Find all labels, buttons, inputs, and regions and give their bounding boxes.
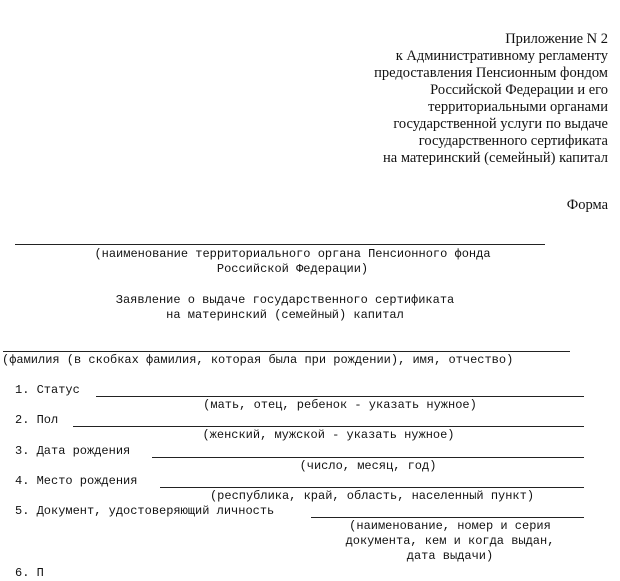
- appendix-line: Приложение N 2: [505, 31, 608, 47]
- full-name-caption: (фамилия (в скобках фамилия, которая была при рождении), имя, отчество): [2, 353, 514, 367]
- appendix-header: [374, 31, 608, 167]
- sex-hint: (женский, мужской - указать нужное): [202, 428, 455, 442]
- sex-input-line[interactable]: [73, 426, 584, 427]
- birth-place-label: 4. Место рождения: [15, 474, 138, 488]
- appendix-line: государственной услуги по выдаче: [393, 116, 608, 132]
- birth-place-input-line[interactable]: [160, 487, 584, 488]
- org-caption-line: Российской Федерации): [216, 262, 369, 276]
- appendix-line: Российской Федерации и его: [430, 82, 608, 98]
- appendix-line: к Административному регламенту: [395, 48, 608, 64]
- birth-place-hint: (республика, край, область, населенный пункт): [209, 489, 535, 503]
- appendix-line: государственного сертификата: [418, 133, 608, 149]
- document-label: 5. Документ, удостоверяющий личность: [15, 504, 275, 518]
- title-line: на материнский (семейный) капитал: [166, 308, 404, 322]
- appendix-line: территориальными органами: [428, 99, 608, 115]
- appendix-line: предоставления Пенсионным фондом: [374, 65, 608, 81]
- full-name-line[interactable]: [3, 351, 570, 352]
- document-input-line[interactable]: [311, 517, 584, 518]
- status-input-line[interactable]: [96, 396, 584, 397]
- birth-date-input-line[interactable]: [152, 457, 584, 458]
- document-hint: [320, 519, 580, 564]
- org-caption-line: (наименование территориального органа Пенсионного фонда: [94, 247, 491, 261]
- next-field-label: 6. П: [15, 566, 44, 580]
- status-hint: (мать, отец, ребенок - указать нужное): [203, 398, 477, 412]
- appendix-line: на материнский (семейный) капитал: [383, 150, 608, 166]
- birth-date-label: 3. Дата рождения: [15, 444, 131, 458]
- org-name-line[interactable]: [15, 244, 545, 245]
- document-hint-line: дата выдачи): [406, 549, 494, 563]
- birth-date-hint: (число, месяц, год): [299, 459, 437, 473]
- sex-label: 2. Пол: [15, 413, 59, 427]
- title-line: Заявление о выдаче государственного сертификата: [115, 293, 455, 307]
- document-hint-line: документа, кем и когда выдан,: [345, 534, 555, 548]
- status-label: 1. Статус: [15, 383, 80, 397]
- document-hint-line: (наименование, номер и серия: [349, 519, 551, 533]
- form-label: Форма: [566, 197, 608, 213]
- document-title: [15, 293, 555, 323]
- org-caption: [15, 247, 570, 277]
